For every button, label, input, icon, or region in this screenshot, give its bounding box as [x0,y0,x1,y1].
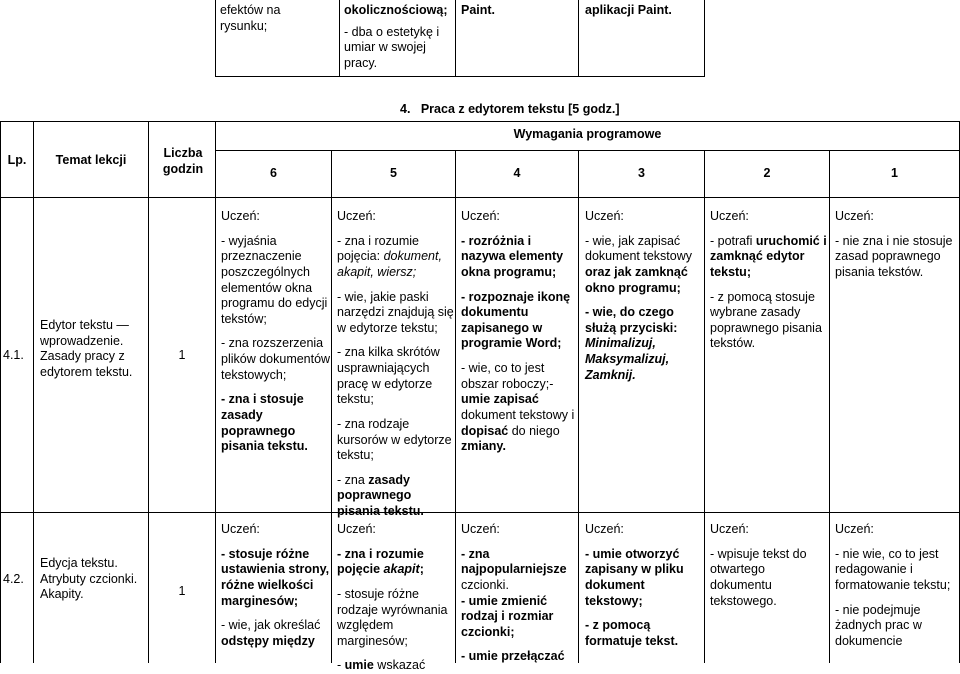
row1-grade5-p1 [337,234,455,281]
row1-grade2-label: Uczeń: [710,209,749,223]
row2-grade5 [337,522,455,674]
top-cell-c: Paint. [461,3,496,17]
row1-grade4-p1: - rozróżnia i nazywa elementy okna programu; [461,233,564,279]
row1-grade3-p1a: - wie, jak zapisać dokument tekstowy [585,233,692,264]
row1-grade1-p1: - nie zna i nie stosuje zasad poprawnego pisania tekstów. [835,233,953,279]
row2-grade6-p2 [221,618,331,649]
row1-grade6-p3: - zna i stosuje zasady poprawnego pisania tekstu. [221,392,308,454]
row2-lp: 4.2. [3,572,24,586]
row2-grade1-label: Uczeń: [835,522,874,536]
row2-grade4-p3: - umie przełączać [461,649,565,664]
row2-grade4 [461,522,578,665]
grid-v-0 [0,121,1,663]
row2-grade5-p3b: umie [344,658,374,673]
row1-grade5-p1b: dokument, akapit, wiersz; [337,249,442,279]
section-title: 4. Praca z edytorem tekstu [5 godz.] [400,102,620,116]
grid-v-5 [455,150,456,663]
grid-h-wymagania [215,150,960,151]
row2-grade4-p2: - umie zmienić rodzaj i rozmiar czcionki; [461,593,554,639]
header-grade-6: 6 [270,166,277,180]
row1-grade4-p3f: zmiany. [461,439,506,454]
row2-grade5-p1c: ; [419,562,424,577]
row2-grade6-p1: - stosuje różne ustawienia strony, różne wielkości marginesów; [221,546,330,608]
top-border-bottom [215,76,705,77]
row2-grade4-p1b: najpopularniejsze [461,562,567,577]
row2-grade6 [221,522,331,649]
row1-hours: 1 [178,348,186,362]
row2-grade6-label: Uczeń: [221,522,260,536]
grid-h-header-bottom [0,197,960,198]
grid-v-3 [215,121,216,663]
row2-grade3-label: Uczeń: [585,522,624,536]
header-temat: Temat lekcji [55,153,127,167]
row2-grade3-p2b: formatuje tekst. [585,633,679,648]
row2-grade5-p1b: akapit [383,562,420,577]
row1-grade3 [585,209,704,383]
row1-grade4-p3a: - wie, co to jest obszar roboczy;- [461,361,554,391]
row2-grade5-p3c: wskazać [373,658,426,673]
row2-grade3-p2 [585,618,704,649]
row1-grade5 [337,209,455,520]
row1-grade4 [461,209,578,455]
header-grade-1: 1 [891,166,898,180]
row2-grade3-p1: - umie otworzyć zapisany w pliku dokument tekstowy; [585,546,684,608]
row1-topic: Edytor tekstu — wprowadzenie. Zasady pracy z edytorem tekstu. [40,318,133,379]
header-lp: Lp. [7,153,27,167]
row1-grade5-p2: - wie, jakie paski narzędzi znajdują się w edytorze tekstu; [337,289,454,335]
row2-grade1 [835,522,957,649]
header-grade-3: 3 [638,166,645,180]
row1-grade4-p2: - rozpoznaje ikonę dokumentu zapisanego w programie Word; [461,289,571,351]
row1-grade4-p3c: dokument tekstowy i [461,407,575,422]
row2-grade5-p1 [337,547,455,578]
grid-v-7 [704,150,705,663]
header-liczba: Liczba godzin [162,146,204,176]
row2-grade1-p1: - nie wie, co to jest redagowanie i formatowanie tekstu; [835,546,951,592]
grid-h-row1-bottom [0,512,960,513]
row2-grade4-label: Uczeń: [461,522,500,536]
row2-grade6-p2b: odstępy między [221,633,315,648]
grid-v-1 [33,121,34,663]
row1-grade5-p5a: - zna [337,472,369,487]
row1-grade5-p5 [337,473,455,520]
top-cell-b-line2: umiar w swojej [344,40,426,55]
grid-v-2 [148,121,149,663]
row1-grade3-p2a: - wie, do czego służą przyciski: [585,305,678,335]
row1-grade3-p1 [585,234,704,297]
row2-grade2 [710,522,829,609]
grid-v-4 [331,150,332,663]
row2-topic: Edycja tekstu. Atrybuty czcionki. Akapity. [40,556,138,602]
top-cell-a-line2: rysunku; [220,18,268,33]
row1-grade3-p2 [585,305,704,383]
row1-grade5-p3: - zna kilka skrótów usprawniających pracę w edytorze tekstu; [337,345,440,407]
row1-grade4-p3e: do niego [508,423,560,438]
row1-grade2-p1a: - potrafi [710,233,756,248]
row1-grade6-label: Uczeń: [221,209,260,223]
row1-grade5-p1a: - zna i rozumie pojęcia: [337,233,419,264]
top-cell-b-line1: - dba o estetykę i [344,24,440,39]
grid-h-top [0,121,960,122]
header-wymagania: Wymagania programowe [513,127,662,141]
top-border-d [704,0,705,77]
row1-grade2 [710,209,829,352]
row1-grade5-p5b: zasady poprawnego pisania tekstu. [337,472,424,518]
row2-grade3-p2a: - z pomocą [585,618,651,633]
row1-grade3-p1b: oraz jak zamknąć okno programu; [585,264,688,295]
row2-grade3 [585,522,704,649]
row1-grade3-p2b: Minimalizuj, Maksymalizuj, Zamknij. [585,336,670,382]
top-border-a [339,0,340,77]
row2-grade5-p2: - stosuje różne rodzaje wyrównania względem marginesów; [337,586,448,648]
row2-grade1-p2: - nie podejmuje żadnych prac w dokumencie [835,602,922,648]
row1-grade4-p3 [461,361,578,455]
row1-grade5-label: Uczeń: [337,209,376,223]
top-border-c [578,0,579,77]
grid-v-6 [578,150,579,663]
row1-grade2-p1b: uruchomić i zamknąć edytor tekstu; [710,233,827,279]
row1-grade2-p1 [710,234,829,281]
row1-grade1 [835,209,957,281]
row2-grade4-p1c: czcionki. [461,577,509,592]
top-cell-b-bold: okolicznościową; [344,3,448,17]
row2-grade5-p3 [337,658,455,674]
row2-grade5-label: Uczeń: [337,522,376,536]
header-grade-4: 4 [513,166,521,180]
top-cell-d: aplikacji Paint. [585,3,672,17]
row2-grade4-p1a: - zna [461,546,490,561]
row1-grade6-p1: - wyjaśnia przeznaczenie poszczególnych elementów okna programu do edycji tekstów; [221,233,328,326]
top-border-b [455,0,456,77]
row2-hours: 1 [178,584,186,598]
top-cell-b [344,3,454,72]
row1-grade1-label: Uczeń: [835,209,874,223]
row2-grade6-p2a: - wie, jak określać [221,618,321,633]
top-border-left [215,0,216,77]
row1-grade3-label: Uczeń: [585,209,624,223]
row1-grade4-p3b: umie zapisać [461,392,539,407]
row1-grade6-p2: - zna rozszerzenia plików dokumentów tekstowych; [221,336,331,382]
top-cell-a [220,3,338,34]
row2-grade4-p1 [461,547,578,594]
top-cell-b-line3: pracy. [344,55,378,70]
top-cell-a-line1: efektów na [220,3,281,17]
row2-grade2-p1: - wpisuje tekst do otwartego dokumentu tekstowego. [710,546,807,608]
row1-grade6 [221,209,331,455]
grid-v-8 [829,150,830,663]
header-grade-5: 5 [390,166,397,180]
row2-grade5-p3a: - [337,658,345,673]
row1-grade2-p2: - z pomocą stosuje wybrane zasady poprawnego pisania tekstów. [710,289,822,351]
row2-grade2-label: Uczeń: [710,522,749,536]
header-grade-2: 2 [763,166,771,180]
row1-lp: 4.1. [3,348,24,362]
row1-grade4-label: Uczeń: [461,209,500,223]
row2-grade5-p1a: - zna i rozumie pojęcie [337,546,424,577]
row1-grade4-p3d: dopisać [461,423,509,438]
row1-grade5-p4: - zna rodzaje kursorów w edytorze tekstu; [337,416,452,463]
